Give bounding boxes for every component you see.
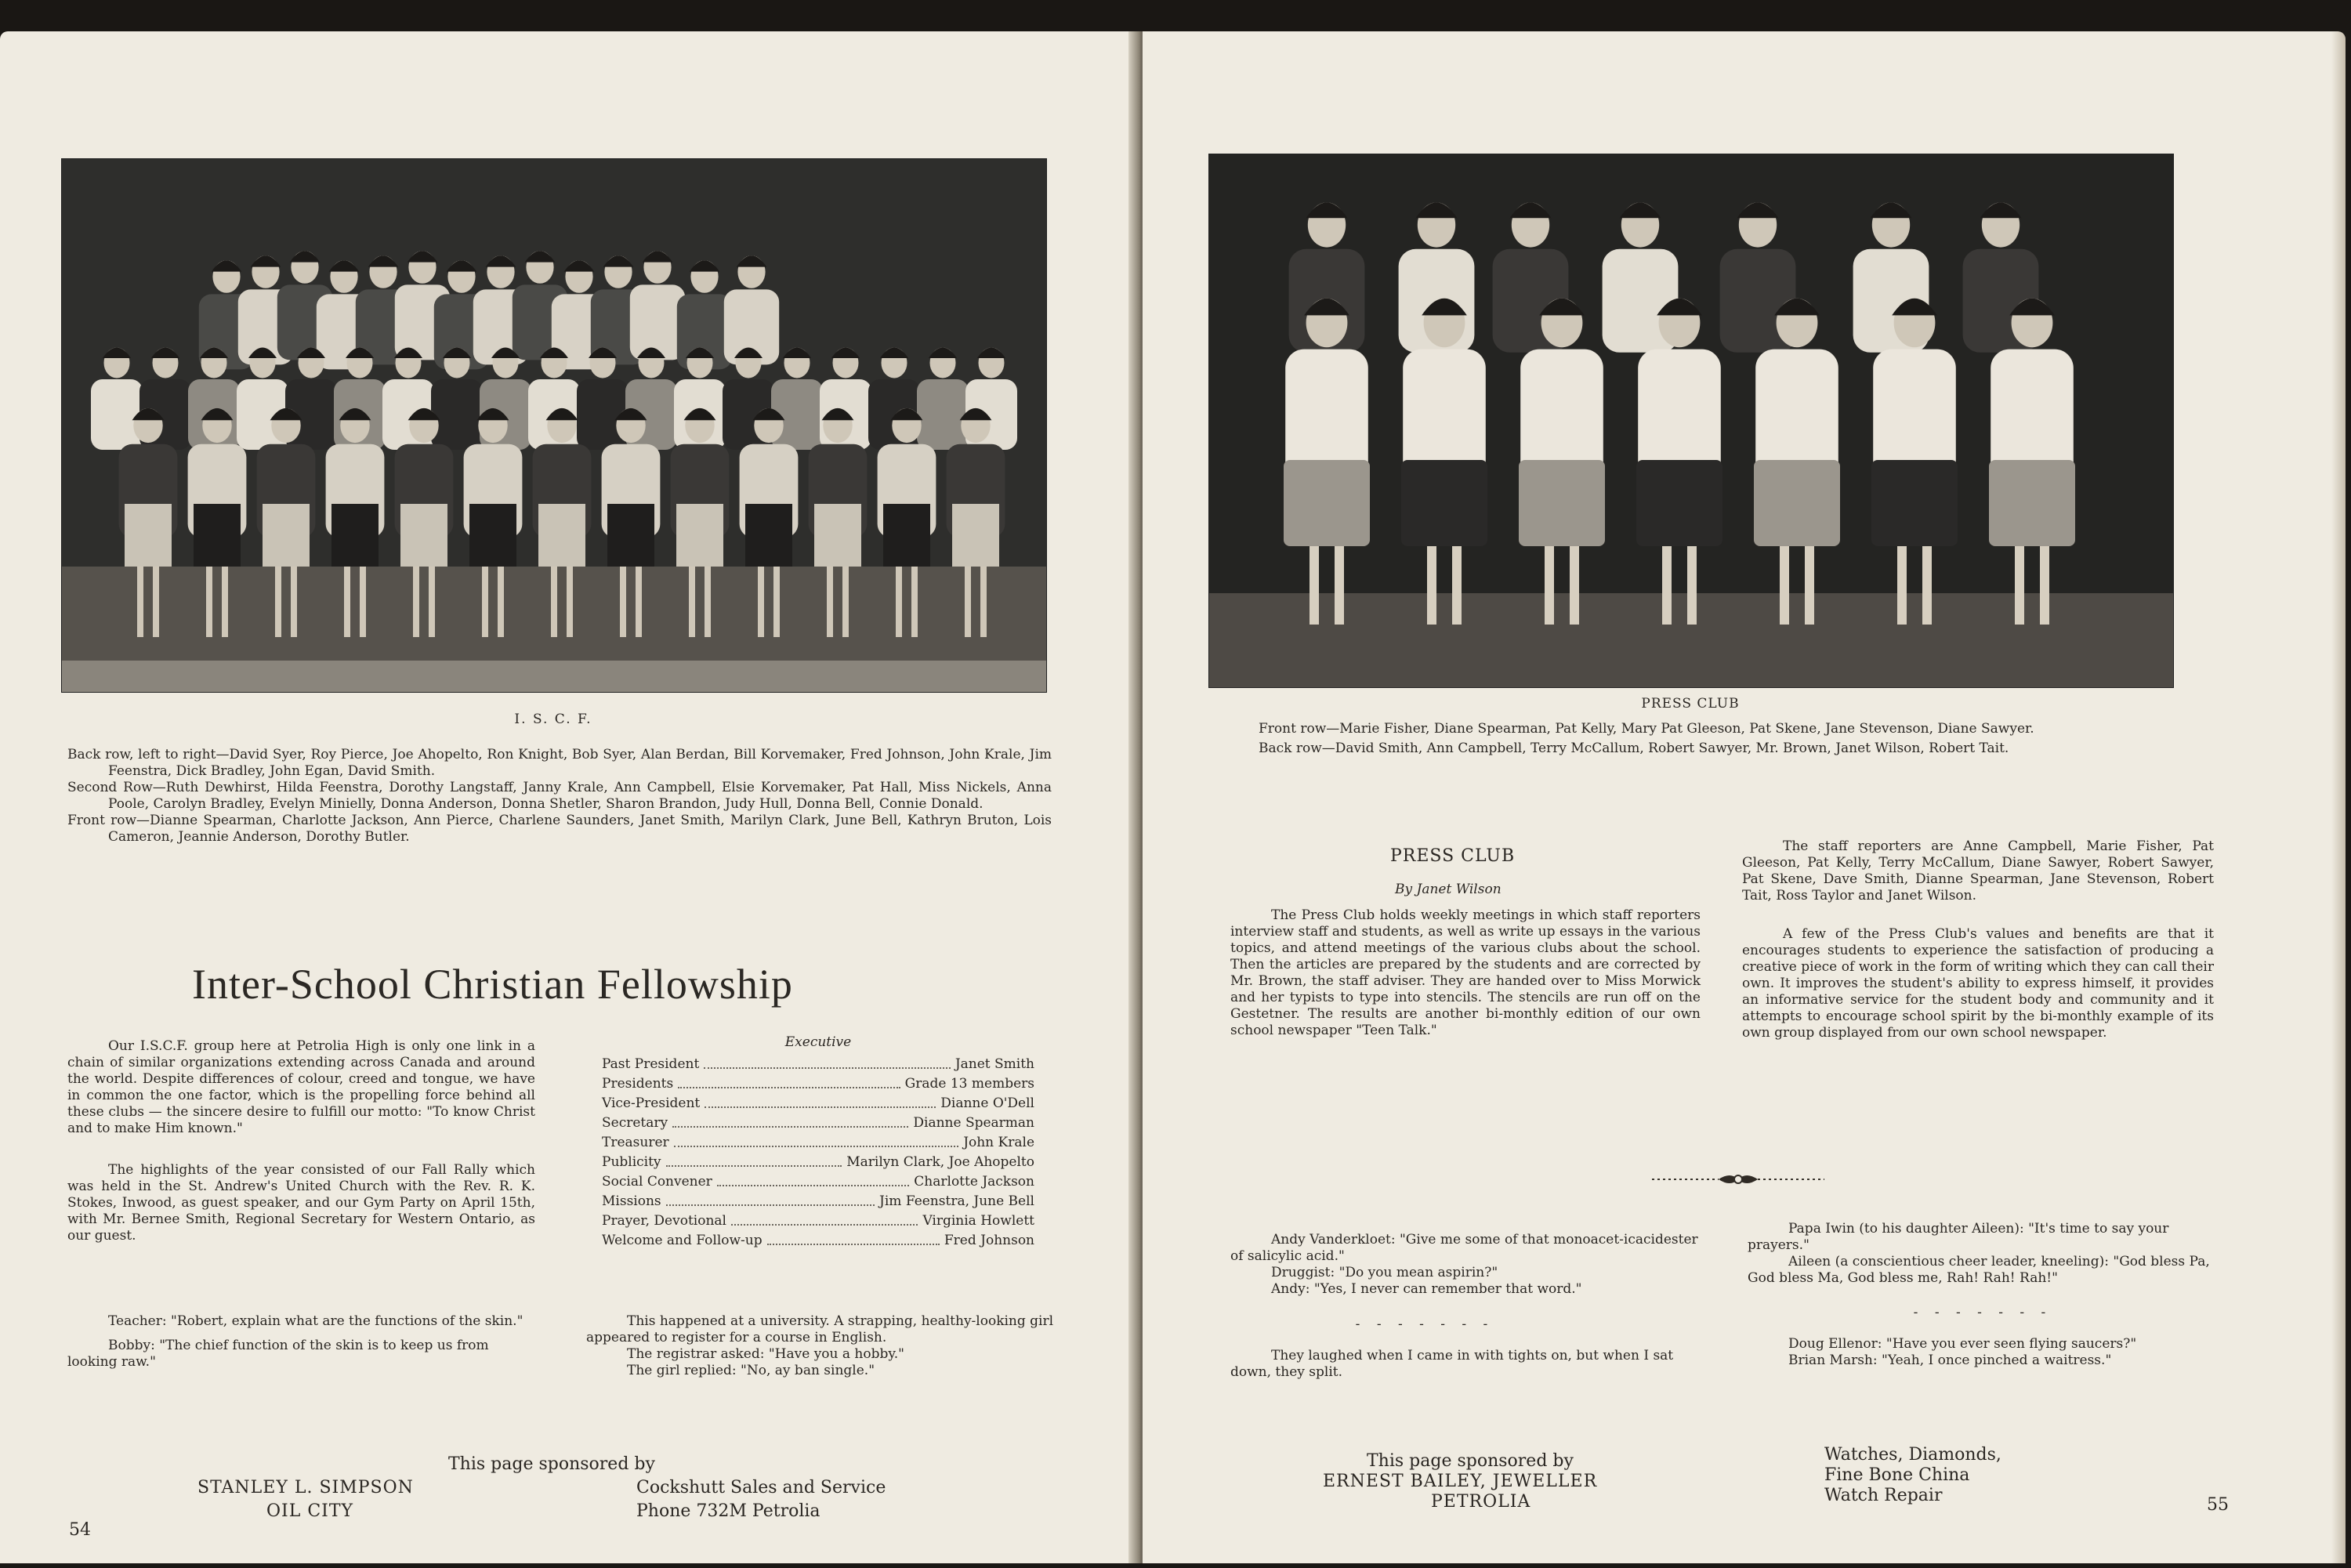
sponsor-goods <box>1824 1445 2001 1506</box>
leader-dots <box>717 1172 909 1186</box>
article-title: PRESS CLUB <box>1390 846 1516 866</box>
executive-row <box>602 1211 1034 1231</box>
sponsor-place: OIL CITY <box>266 1501 354 1521</box>
executive-name: Janet Smith <box>955 1056 1034 1072</box>
iscf-photo-title: I. S. C. F. <box>514 712 592 727</box>
executive-role: Welcome and Follow-up <box>602 1233 763 1248</box>
executive-row <box>602 1231 1034 1251</box>
joke-line: Teacher: "Robert, explain what are the functions of the skin." <box>108 1313 523 1329</box>
executive-list <box>602 1034 1034 1251</box>
joke-line: Brian Marsh: "Yeah, I once pinched a waitress." <box>1788 1353 2112 1368</box>
executive-row <box>602 1094 1034 1114</box>
leader-dots <box>767 1231 940 1245</box>
press-article-left <box>1230 907 1701 1039</box>
press-photo-title: PRESS CLUB <box>1641 696 1740 712</box>
executive-row <box>602 1074 1034 1094</box>
executive-name: Fred Johnson <box>944 1233 1034 1248</box>
executive-row <box>602 1172 1034 1192</box>
leader-dots <box>704 1055 951 1069</box>
sponsor-phone: Phone 732M Petrolia <box>636 1501 820 1521</box>
joke-line: This happened at a university. A strapping, healthy-looking girl appeared to register for a course in English. <box>586 1313 1054 1345</box>
executive-role: Presidents <box>602 1076 674 1092</box>
sponsor-goods-line: Watches, Diamonds, <box>1824 1445 2001 1465</box>
executive-role: Prayer, Devotional <box>602 1213 726 1229</box>
caption-front-row: Front row—Marie Fisher, Diane Spearman, Pat Kelly, Mary Pat Gleeson, Pat Skene, Jane Stevenson, Diane Sawyer. <box>1259 721 2034 737</box>
iscf-photo-caption <box>67 747 1052 846</box>
sponsor-header: This page sponsored by <box>448 1454 655 1474</box>
caption-back-row: Back row, left to right—David Syer, Roy Pierce, Joe Ahopelto, Ron Knight, Bob Syer, Alan Berdan, Bill Korvemaker, Fred Johnson, John Krale, Jim Feenstra, Dick Bradley, John Egan, David Smith. <box>67 747 1052 779</box>
page-number: 55 <box>2207 1495 2229 1515</box>
joke-separator: - - - - - - - <box>1913 1305 2052 1320</box>
executive-row <box>602 1055 1034 1074</box>
executive-row <box>602 1192 1034 1211</box>
joke-saucers <box>1748 1336 2218 1369</box>
article-paragraph: The highlights of the year consisted of our Fall Rally which was held in the St. Andrew's United Church with the Rev. R. K. Stokes, Inwood, as guest speaker, and our Gym Party on April 15th, with Mr. Bernee Smith, Regional Secretary for Western Ontario, as our guest. <box>67 1162 535 1244</box>
leader-dots <box>731 1211 918 1226</box>
joke-teacher <box>67 1313 538 1371</box>
leader-dots <box>666 1192 875 1206</box>
leader-dots <box>666 1153 842 1167</box>
executive-role: Social Convener <box>602 1174 712 1190</box>
article-paragraph: The staff reporters are Anne Campbell, Marie Fisher, Pat Gleeson, Pat Kelly, Terry McCallum, Diane Sawyer, Robert Sawyer, Pat Skene, Dave Smith, Dianne Spearman, Jane Stevenson, Robert Tait, Ross Taylor and Janet Wilson. <box>1742 838 2214 904</box>
joke-line: The girl replied: "No, ay ban single." <box>627 1363 875 1378</box>
sponsor-name: ERNEST BAILEY, JEWELLER <box>1323 1472 1598 1491</box>
executive-role: Treasurer <box>602 1135 669 1150</box>
sponsor-name: STANLEY L. SIMPSON <box>197 1478 414 1497</box>
article-paragraph: A few of the Press Club's values and benefits are that it encourages students to experience the satisfaction of producing a creative piece of work in the form of writing which they can call their own. It improves the student's ability to express himself, it provides an informative service for the student body and community and it attempts to encourage school spirit by the bi-monthly example of its own group displayed from our own school newspaper. <box>1742 926 2214 1041</box>
press-article-right <box>1742 838 2214 1041</box>
executive-name: Charlotte Jackson <box>914 1174 1034 1190</box>
article-paragraph: The Press Club holds weekly meetings in which staff reporters interview staff and students, as well as write up essays in the various topics, and attend meetings of the various clubs about the school. Then the articles are prepared by the students and are corrected by Mr. Brown, the staff adviser. They are handed over to Miss Morwick and her typists to type into stencils. The stencils are run off on the Gestetner. The results are another bi-monthly edition of our own school newspaper "Teen Talk." <box>1230 907 1701 1038</box>
joke-line: They laughed when I came in with tights on, but when I sat down, they split. <box>1230 1348 1674 1380</box>
executive-row <box>602 1153 1034 1172</box>
left-page <box>0 31 1138 1563</box>
executive-role: Missions <box>602 1193 661 1209</box>
executive-role: Secretary <box>602 1115 668 1131</box>
joke-line: Andy Vanderkloet: "Give me some of that monoacet-icacidester of salicylic acid." <box>1230 1232 1698 1264</box>
executive-role: Publicity <box>602 1154 661 1170</box>
joke-separator: - - - - - - - <box>1355 1316 1494 1332</box>
joke-aspirin <box>1230 1232 1701 1298</box>
executive-role: Past President <box>602 1056 700 1072</box>
iscf-group-photo <box>61 158 1047 693</box>
press-photo-caption <box>1259 721 2175 757</box>
caption-front-row: Front row—Dianne Spearman, Charlotte Jackson, Ann Pierce, Charlene Saunders, Janet Smith, Marilyn Clark, June Bell, Kathryn Bruton, Lois Cameron, Jeannie Anderson, Dorothy Butler. <box>67 813 1052 845</box>
joke-line: Andy: "Yes, I never can remember that word." <box>1271 1281 1582 1297</box>
executive-name: Virginia Howlett <box>922 1213 1034 1229</box>
leader-dots <box>674 1133 959 1147</box>
joke-tights <box>1230 1348 1701 1381</box>
leader-dots <box>705 1094 936 1108</box>
executive-row <box>602 1114 1034 1133</box>
sponsor-header: This page sponsored by <box>1367 1451 1574 1471</box>
executive-name: Jim Feenstra, June Bell <box>879 1193 1034 1209</box>
executive-name: Dianne O'Dell <box>940 1095 1034 1111</box>
executive-role: Vice-President <box>602 1095 701 1111</box>
article-paragraph: Our I.S.C.F. group here at Petrolia High is only one link in a chain of similar organizations extending across Canada and around the world. Despite differences of colour, creed and tongue, we have in common the one factor, which is the propelling force behind all these clubs — the sincere desire to fulfill our motto: "To know Christ and to make Him known." <box>67 1038 535 1136</box>
joke-line: Bobby: "The chief function of the skin is to keep us from looking raw." <box>67 1338 489 1370</box>
iscf-article <box>67 1038 535 1244</box>
page-title: Inter-School Christian Fellowship <box>192 961 793 1008</box>
sponsor-goods-line: Watch Repair <box>1824 1486 1943 1505</box>
press-club-photo <box>1208 154 2174 688</box>
executive-name: John Krale <box>963 1135 1034 1150</box>
sponsor-place: PETROLIA <box>1431 1492 1531 1512</box>
ornament-divider <box>1644 1168 1832 1191</box>
leader-dots <box>678 1074 900 1088</box>
joke-line: The registrar asked: "Have you a hobby." <box>627 1346 904 1362</box>
page-number: 54 <box>69 1520 91 1540</box>
sponsor-goods-line: Fine Bone China <box>1824 1465 1970 1485</box>
executive-title: Executive <box>784 1034 852 1050</box>
joke-line: Druggist: "Do you mean aspirin?" <box>1271 1265 1498 1280</box>
byline: By Janet Wilson <box>1395 882 1502 897</box>
joke-line: Doug Ellenor: "Have you ever seen flying saucers?" <box>1788 1336 2137 1352</box>
caption-second-row: Second Row—Ruth Dewhirst, Hilda Feenstra, Dorothy Langstaff, Janny Krale, Ann Campbell, Elsie Korvemaker, Pat Hall, Miss Nickels, Anna Poole, Carolyn Bradley, Evelyn Minielly, Donna Anderson, Donna Shetler, Sharon Brandon, Judy Hull, Donna Bell, Connie Donald. <box>67 780 1052 812</box>
joke-prayers <box>1748 1221 2218 1287</box>
caption-back-row: Back row—David Smith, Ann Campbell, Terry McCallum, Robert Sawyer, Mr. Brown, Janet Wilson, Robert Tait. <box>1259 741 2009 756</box>
executive-row <box>602 1133 1034 1153</box>
executive-name: Dianne Spearman <box>913 1115 1034 1131</box>
leader-dots <box>672 1114 908 1128</box>
joke-line: Aileen (a conscientious cheer leader, kneeling): "God bless Pa, God bless Ma, God bless me, Rah! Rah! Rah!" <box>1748 1254 2210 1286</box>
joke-line: Papa Iwin (to his daughter Aileen): "It's time to say your prayers." <box>1748 1221 2169 1253</box>
sponsor-business: Cockshutt Sales and Service <box>636 1478 886 1497</box>
joke-university <box>586 1313 1056 1379</box>
right-page <box>1143 31 2346 1563</box>
executive-name: Grade 13 members <box>904 1076 1034 1092</box>
executive-name: Marilyn Clark, Joe Ahopelto <box>846 1154 1034 1170</box>
